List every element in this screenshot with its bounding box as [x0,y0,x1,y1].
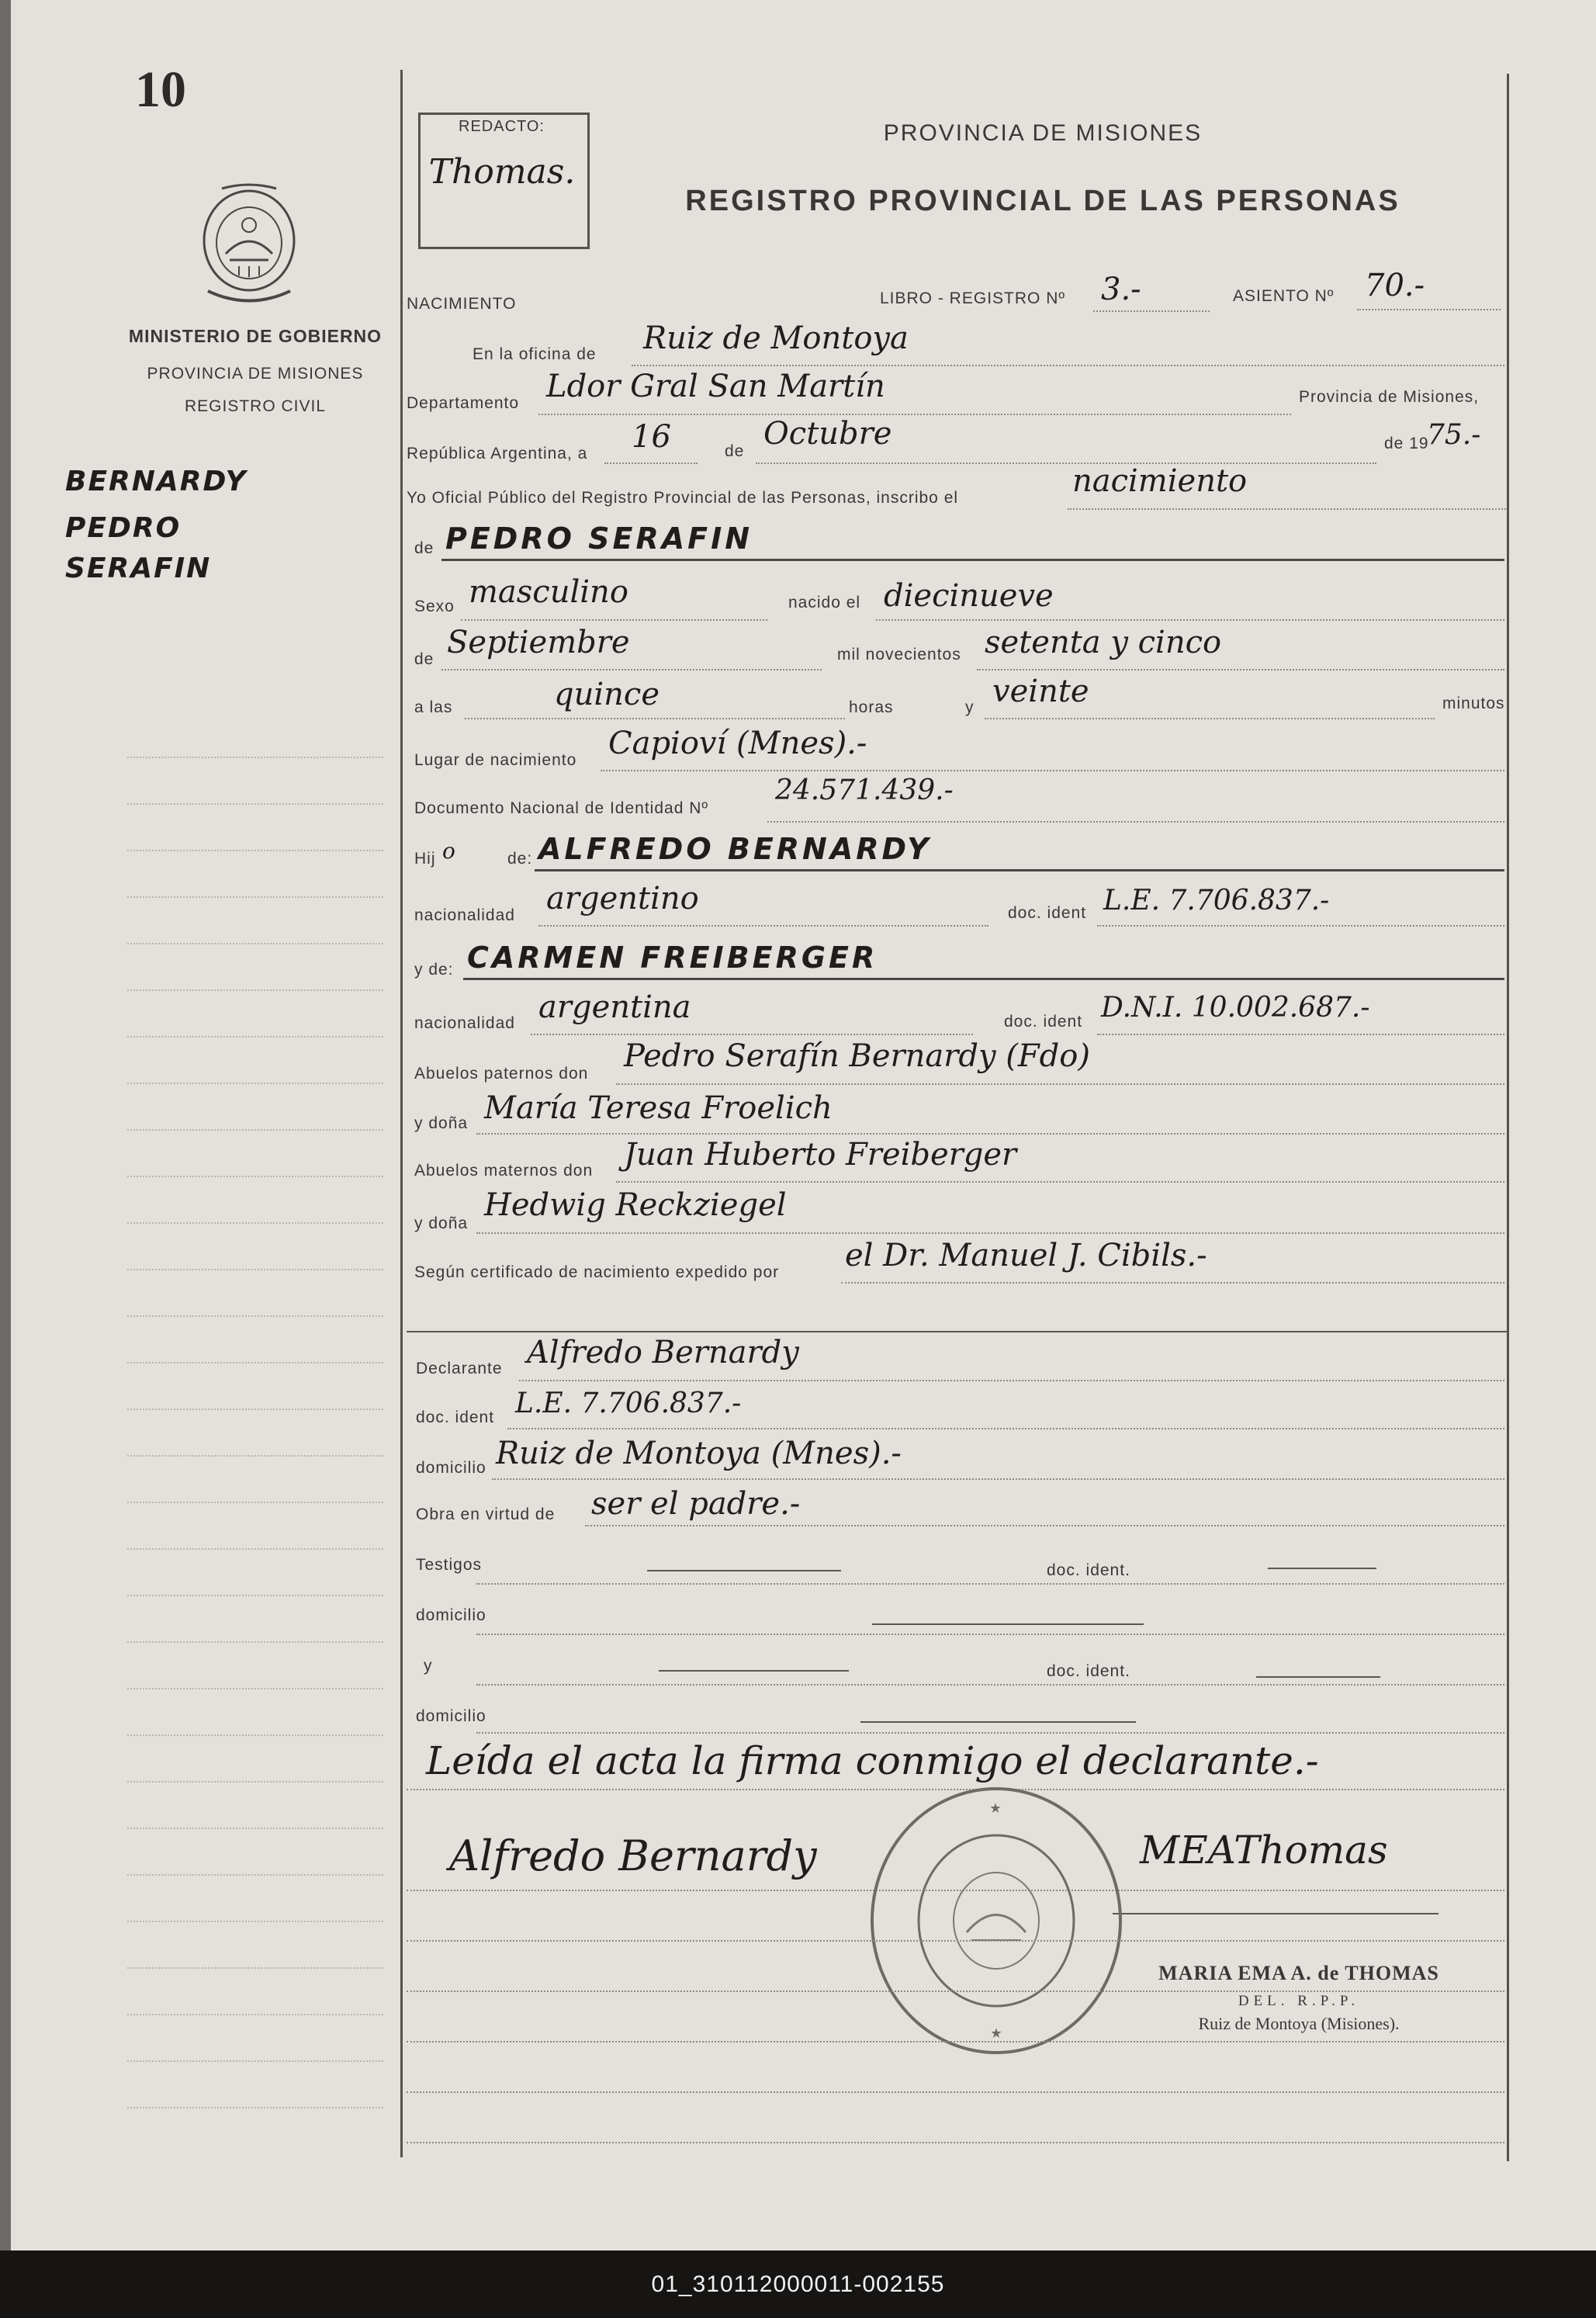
departamento-value: Ldor Gral San Martín [546,369,885,404]
margin-rule [127,1269,383,1270]
margin-rule [127,943,383,944]
section-divider [407,1331,1507,1332]
margin-rule [127,803,383,805]
provincia-label: Provincia de Misiones, [1299,388,1480,406]
official-stamp-role: DEL. R.P.P. [1238,1993,1360,2009]
abuelo-paterno-value: Pedro Serafín Bernardy (Fdo) [624,1038,1090,1074]
nac-padre-line [538,925,988,927]
nacido-anio-line [977,669,1504,670]
asiento-label: ASIENTO Nº [1233,287,1335,305]
sexo-line [461,619,767,621]
svg-text:★: ★ [990,1802,1002,1815]
margin-rule [127,850,383,851]
ministry-title: MINISTERIO DE GOBIERNO [128,326,383,346]
lugar-line [601,770,1504,771]
testigo-domicilio-line [872,1623,1144,1625]
margin-rule [127,1641,383,1643]
margin-first-name: PEDRO [65,512,182,544]
madre-line [463,978,1504,980]
margin-rule [127,757,383,758]
dni-line [767,821,1504,823]
doc-madre-label: doc. ident [1004,1013,1083,1031]
mes-value: Octubre [763,416,892,452]
declarante-line [519,1380,1504,1381]
mother-name: CARMEN FREIBERGER [467,941,878,975]
margin-rule [127,1408,383,1410]
blank-line [407,1940,1504,1942]
blank-line [407,2041,1504,2043]
sexo-value: masculino [469,574,628,610]
obra-value: ser el padre.- [591,1486,801,1522]
registro-civil-label: REGISTRO CIVIL [184,397,327,415]
testigo-name-line [647,1570,841,1571]
y-label: y [965,698,975,716]
testigo2-name-line [659,1670,849,1672]
lugar-value: Capioví (Mnes).- [608,726,867,761]
blank-line [407,2091,1504,2093]
abuela-paterna-value: María Teresa Froelich [484,1090,833,1126]
doc-madre-line [1097,1034,1504,1035]
obra-label: Obra en virtud de [416,1505,556,1523]
official-stamp-name: MARIA EMA A. de THOMAS [1158,1962,1439,1984]
testigo-domicilio-label: domicilio [416,1606,486,1624]
testigo2-row-line [476,1684,1504,1686]
nacido-mes-value: Septiembre [447,625,630,660]
registered-name: PEDRO SERAFIN [445,521,753,556]
testigos-row-line [476,1583,1504,1585]
nac-padre-value: argentino [546,881,699,916]
redacto-label: REDACTO: [459,118,545,135]
margin-rule [127,1828,383,1829]
province-title: PROVINCIA DE MISIONES [883,120,1203,146]
testigo2-doc-line [1256,1676,1380,1678]
departamento-line [538,414,1291,415]
certificado-value: el Dr. Manuel J. Cibils.- [845,1238,1207,1273]
libro-line [1093,310,1210,312]
blank-line [407,1991,1504,1992]
testigo-doc-label: doc. ident. [1047,1561,1130,1579]
inscribo-value: nacimiento [1072,463,1248,499]
margin-rule [127,1083,383,1084]
margin-rule [127,1222,383,1224]
de-mes-label: de [414,650,434,668]
declarante-doc-label: doc. ident [416,1408,495,1426]
margin-rule [127,1362,383,1363]
declarante-domicilio-line [492,1478,1504,1480]
abuela-materna-line [476,1232,1504,1234]
horas-value: quince [554,677,660,712]
certificado-line [841,1282,1504,1284]
y-de-label: y de: [414,961,454,979]
record-type-label: NACIMIENTO [407,295,517,313]
a-las-label: a las [414,698,453,716]
abuelo-paterno-line [616,1083,1504,1085]
nacido-anio-value: setenta y cinco [985,625,1222,660]
obra-line [585,1525,1504,1526]
minutos-label: minutos [1442,695,1505,712]
margin-rule [127,1455,383,1457]
image-code-caption: 01_310112000011-002155 [0,2250,1596,2318]
testigo-domicilio-row-line [476,1634,1504,1635]
nacido-mes-line [441,669,822,670]
abuelo-materno-line [616,1181,1504,1183]
page-number: 10 [135,61,186,118]
libro-value: 3.- [1101,272,1141,307]
margin-rule [127,1502,383,1503]
column-border-right [1507,74,1509,2161]
testigo2-domicilio-row-line [476,1732,1504,1734]
departamento-label: Departamento [407,394,520,412]
declarante-doc-value: L.E. 7.706.837.- [515,1388,742,1419]
nac-madre-line [531,1034,973,1035]
dona-label: y doña [414,1114,469,1132]
declarante-doc-line [507,1428,1504,1429]
testigo2-domicilio-label: domicilio [416,1707,486,1725]
testigo-doc-line [1268,1568,1376,1569]
abuelo-materno-value: Juan Huberto Freiberger [624,1137,1017,1173]
nac-madre-label: nacionalidad [414,1014,515,1032]
official-signature: MEAThomas [1140,1828,1388,1873]
doc-madre-value: D.N.I. 10.002.687.- [1101,992,1370,1024]
abuelos-maternos-label: Abuelos maternos don [414,1162,594,1180]
dona-label-2: y doña [414,1214,469,1232]
declarante-domicilio-value: Ruiz de Montoya (Mnes).- [496,1436,902,1471]
dia-value: 16 [632,419,671,455]
mes-line [756,463,1376,464]
margin-rule [127,1734,383,1736]
margin-surname: BERNARDY [65,466,248,497]
dia-line [604,463,698,464]
father-name: ALFREDO BERNARDY [538,832,932,866]
sexo-label: Sexo [414,598,455,615]
declarant-signature: Alfredo Bernardy [449,1831,817,1880]
margin-rule [127,1967,383,1969]
padre-line [535,869,1504,871]
coat-of-arms-icon [191,182,307,314]
lugar-label: Lugar de nacimiento [414,751,577,769]
column-border-left [400,70,403,2157]
abuela-paterna-line [476,1133,1504,1135]
margin-middle-name: SERAFIN [65,553,212,584]
declarante-label: Declarante [416,1360,503,1377]
registry-title: REGISTRO PROVINCIAL DE LAS PERSONAS [685,185,1400,217]
doc-padre-line [1097,925,1504,927]
margin-rule [127,2014,383,2015]
province-label-left: PROVINCIA DE MISIONES [147,365,364,383]
dni-value: 24.571.439.- [775,774,954,806]
declarante-value: Alfredo Bernardy [527,1335,799,1370]
registry-seal-icon [864,1781,1128,2060]
margin-rule [127,1874,383,1876]
inscribo-line [1068,508,1506,510]
inscribo-label: Yo Oficial Público del Registro Provincial de las Personas, inscribo el [407,489,959,507]
de-padre-label: de: [507,850,533,868]
closing-statement: Leída el acta la firma conmigo el declarante.- [426,1738,1319,1783]
asiento-value: 70.- [1365,268,1425,303]
margin-rule [127,1548,383,1550]
blank-line [407,2142,1504,2143]
testigo2-domicilio-line [860,1721,1136,1723]
margin-rule [127,1921,383,1922]
oficina-value: Ruiz de Montoya [643,321,909,356]
official-stamp-location: Ruiz de Montoya (Misiones). [1198,2014,1400,2033]
nacido-dia-value: diecinueve [884,578,1054,614]
doc-padre-value: L.E. 7.706.837.- [1103,885,1330,916]
anio-value: 75.- [1427,419,1481,451]
testigos-label: Testigos [416,1556,483,1574]
republica-label: República Argentina, a [407,445,588,463]
oficina-line [632,365,1504,366]
testigo-y-label: y [424,1657,433,1675]
mil-label: mil novecientos [837,646,961,664]
testigo2-doc-label: doc. ident. [1047,1662,1130,1680]
margin-rule [127,2060,383,2062]
libro-label: LIBRO - REGISTRO Nº [880,289,1066,307]
margin-rule [127,1315,383,1317]
nombre-line [441,559,1504,561]
margin-rule [127,1688,383,1689]
register-page [11,0,1596,2250]
svg-text:★: ★ [991,2027,1002,2040]
certificado-label: Según certificado de nacimiento expedido por [414,1263,780,1281]
anio-label: de 19 [1384,435,1429,452]
margin-rule [127,1781,383,1783]
nacido-dia-line [876,619,1504,621]
abuelos-paternos-label: Abuelos paternos don [414,1065,589,1083]
hijo-label: Hij [414,850,436,868]
official-signature-rule [1113,1913,1438,1914]
margin-rule [127,989,383,991]
dni-label: Documento Nacional de Identidad Nº [414,799,709,817]
declarante-domicilio-label: domicilio [416,1459,486,1477]
margin-rule [127,896,383,898]
margin-rule [127,1129,383,1131]
abuela-materna-value: Hedwig Reckziegel [484,1187,787,1223]
horas-line [465,718,845,719]
horas-label: horas [849,698,894,716]
de-label: de [725,442,745,460]
minutos-value: veinte [992,674,1089,709]
oficina-label: En la oficina de [473,345,597,363]
hijo-suffix: o [442,838,455,864]
redacto-value: Thomas. [428,152,576,192]
nacido-label: nacido el [788,594,861,612]
de-nombre-label: de [414,539,434,557]
margin-rule [127,2107,383,2108]
doc-padre-label: doc. ident [1008,904,1087,922]
margin-rule [127,1036,383,1038]
minutos-line [985,718,1435,719]
nac-padre-label: nacionalidad [414,906,515,924]
margin-rule [127,1176,383,1177]
margin-rule [127,1595,383,1596]
asiento-line [1357,309,1501,310]
nac-madre-value: argentina [538,989,691,1025]
